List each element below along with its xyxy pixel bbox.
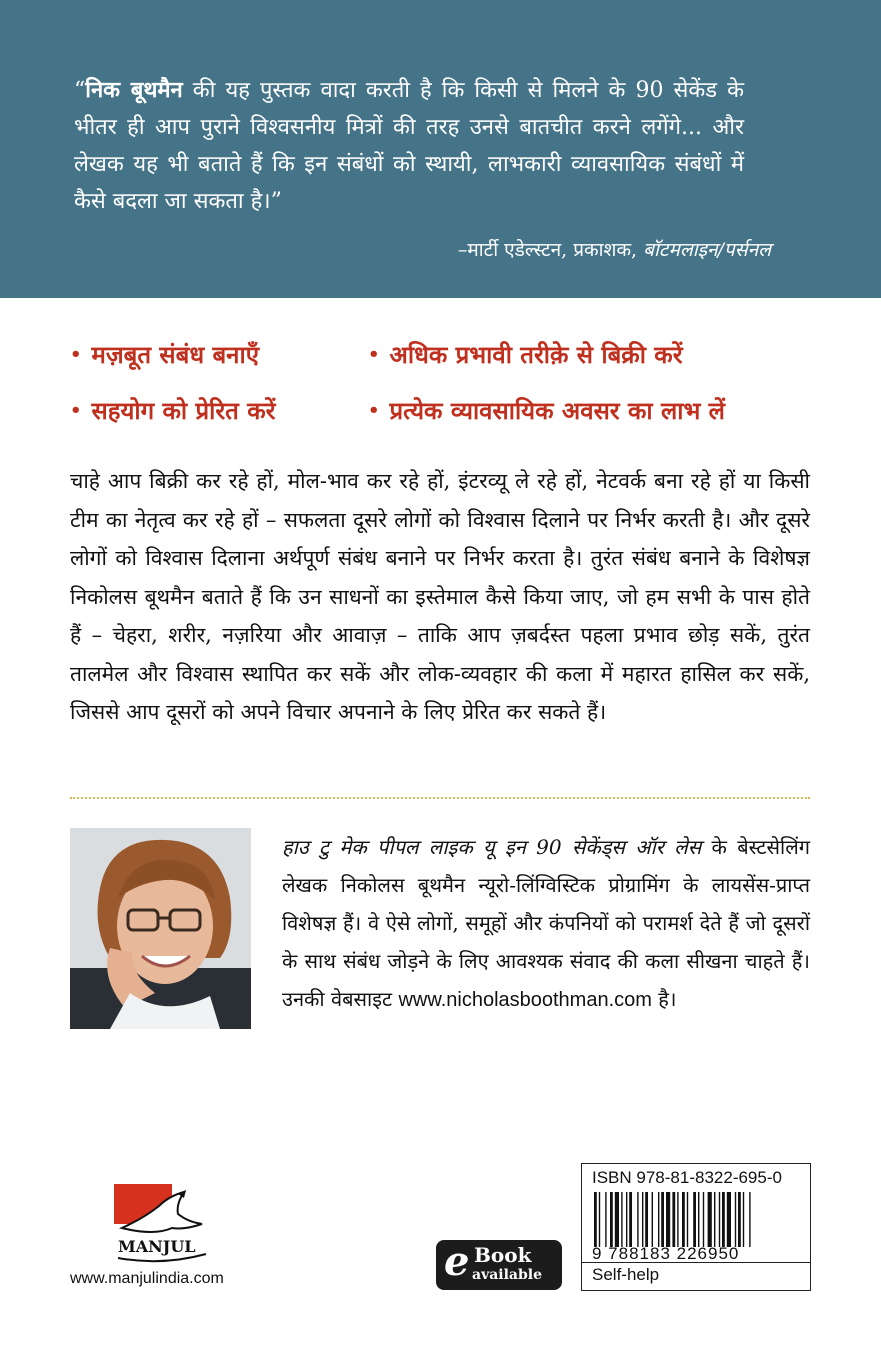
- barcode-icon: [592, 1192, 802, 1247]
- author-website-link[interactable]: www.nicholasboothman.com: [398, 989, 652, 1011]
- bullet-dot: •: [70, 400, 82, 421]
- endorsement-quote: [74, 72, 744, 220]
- bio-tail: है।: [651, 987, 677, 1011]
- attribution-prefix: –मार्टी एडेल्स्टन, प्रकाशक,: [457, 239, 644, 261]
- bullet-label: सहयोग को प्रेरित करें: [91, 396, 276, 425]
- ebook-available-badge: [436, 1240, 562, 1290]
- attribution-publication: बॉटमलाइन/पर्सनल: [643, 239, 771, 261]
- publisher-website[interactable]: www.manjulindia.com: [70, 1270, 224, 1287]
- isbn-label: ISBN 978-81-8322-695-0: [592, 1168, 782, 1187]
- ebook-available-label: available: [472, 1267, 542, 1283]
- manjul-bird-logo-icon: [114, 1184, 210, 1268]
- quote-open-mark: “: [74, 78, 86, 103]
- bullet-dot: •: [368, 400, 380, 421]
- bullet-item: [368, 338, 683, 371]
- publisher-logo: [114, 1184, 210, 1268]
- bullet-item: [368, 394, 725, 427]
- quote-author-name: निक बूथमैन: [85, 77, 183, 103]
- book-category: Self-help: [592, 1265, 660, 1284]
- publisher-logo-text: MANJUL: [118, 1237, 196, 1256]
- bio-book-title: हाउ टु मेक पीपल लाइक यू इन 90 सेकेंड्स ऑर लेस: [282, 835, 702, 859]
- section-divider: [70, 797, 810, 799]
- blurb-paragraph: चाहे आप बिक्री कर रहे हों, मोल-भाव कर रहे हों, इंटरव्यू ले रहे हों, नेटवर्क बना रहे हों या किसी टीम का नेतृत्व कर रहे हों – सफलता दूसरे लोगों को विश्वास दिलाने पर निर्भर करती है। और दूसरे लोगों को विश्वास दिलाना अर्थपूर्ण संबंध बनाने पर निर्भर करता है। तुरंत संबंध बनाने के विशेषज्ञ निकोलस बूथमैन बताते हैं कि उन साधनों का इस्तेमाल कैसे किया जाए, जो हम सभी के पास होते हैं – चेहरा, शरीर, नज़रिया और आवाज़ – ताकि आप ज़बर्दस्त पहला प्रभाव छोड़ सकें, तुरंत तालमेल और विश्वास स्थापित कर सकें और लोक-व्यवहार की कला में महारत हासिल कर सकें, जिससे आप दूसरों को अपने विचार अपनाने के लिए प्रेरित कर सकते हैं।: [70, 469, 810, 724]
- quote-band: [0, 0, 881, 298]
- quote-attribution: [458, 236, 771, 262]
- bullet-item: [70, 338, 259, 371]
- author-portrait-illustration: [70, 828, 251, 1029]
- ebook-book-label: Book: [474, 1243, 532, 1267]
- isbn-digits: 9 788183 226950: [592, 1244, 740, 1263]
- bullet-label: मज़बूत संबंध बनाएँ: [91, 340, 259, 369]
- isbn-barcode-box: [581, 1163, 811, 1291]
- quote-text: की यह पुस्तक वादा करती है कि किसी से मिलने के 90 सेकेंड के भीतर ही आप पुराने विश्वसनीय मित्रों की तरह उनसे बातचीत करने लगेंगे... और लेखक यह भी बताते हैं कि इन संबंधों को स्थायी, लाभकारी व्यावसायिक संबंधों में कैसे बदला जा सकता है।”: [74, 78, 744, 214]
- bullet-label: प्रत्येक व्यावसायिक अवसर का लाभ लें: [389, 396, 725, 425]
- bullet-item: [70, 394, 275, 427]
- isbn-separator: [582, 1262, 810, 1263]
- bio-text: के बेस्टसेलिंग लेखक निकोलस बूथमैन न्यूरो-लिंग्विस्टिक प्रोग्रामिंग के लायसेंस-प्राप्त विशेषज्ञ हैं। वे ऐसे लोगों, समूहों और कंपनियों को परामर्श देते हैं जो दूसरों के साथ संबंध जोड़ने के लिए आवश्यक संवाद की कला सीखना चाहते हैं। उनकी वेबसाइट: [282, 835, 811, 1011]
- bullet-dot: •: [70, 344, 82, 365]
- bullet-dot: •: [368, 344, 380, 365]
- author-bio: [282, 828, 810, 1019]
- author-photo: [70, 828, 251, 1029]
- ebook-e-letter: e: [444, 1238, 470, 1285]
- bullet-label: अधिक प्रभावी तरीक़े से बिक्री करें: [389, 340, 683, 369]
